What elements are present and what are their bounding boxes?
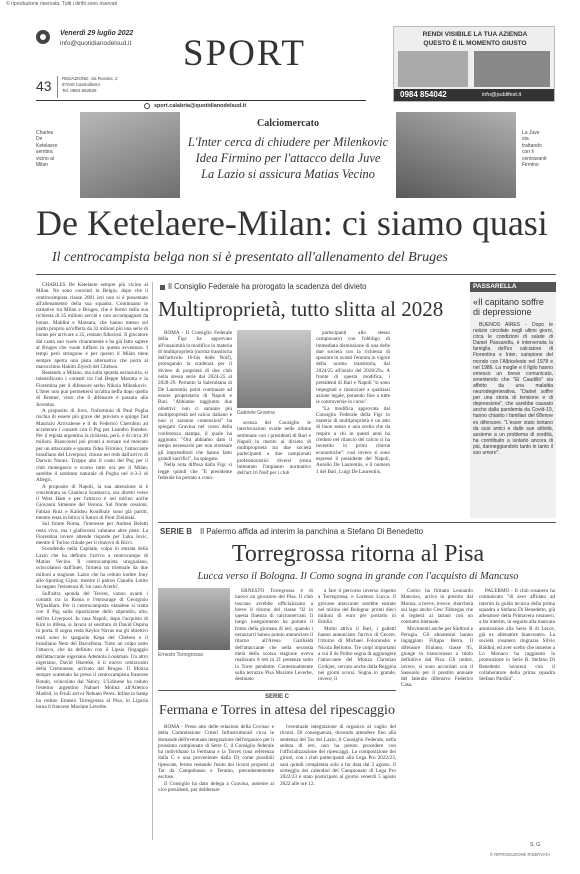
photo-caption-gravina: Gabriele Gravina [237,410,275,416]
multiproprieta-title: Multiproprietà, tutto slitta al 2028 [158,297,444,321]
seriec-col2: l'eventuale integrazione di organico al vaglio del ricorsi. Di conseguenza, dovendo attendere fino alla sentenza del Tar del Lazio, il Consiglio Federale, nella seduta di ieri, non ha potuto procedere con l'ufficializzazione dei ripescaggi. La composizione dei gironi, con i club partecipanti alla Lega Pro 2022/23, sarà quindi completata solo a far data dal 2 agosto. Il sorteggio dei calendari del Campionato di Lega Pro 2022/23 è stato posticipato al giorno venerdì 5 agosto 2022 alle ore 12. [280,724,396,787]
masthead-email[interactable]: info@quotidianodelsud.it [60,40,132,47]
main-subtitle: Il centrocampista belga non si è presentato all'allenamento del Bruges [52,250,448,265]
passarella-body: BUENOS AIRES - Dopo le notizie circolate negli ultimi giorni, circa le condizioni di salute di Daniel Passarella, è intervenuta la famiglia dell'ex calciatore di Fiorentina e Inter, campione del mondo con l'Albiceleste nel 1978 e nel 1986. La moglie e il figlio hanno emesso un breve comunicato, smentendo che "El Caudillo" sia affetto da una malattia neurodegenerativa. "Daniel soffre per una storia di tensione e di depressione", che sarebbe causato anche dalla pandemia da Covid-19, hanno chiarito i familiari del 68enne ex difensore. "L'esser stato lontano da suoi amici e dalle sue attività, assieme a un problema di sordità, ha contribuito a isolarlo ancora di più, danneggiandolo tanto in tanto il suo umore". [473,322,553,456]
page-number: 43 [36,78,52,94]
ad-line1: RENDI VISIBILE LA TUA AZIENDA [422,31,528,38]
main-article: CHARLES De Ketelaere sempre più vicino al Milan. Ne sono convinti in Belgio, dopo che il centrocampista classe 2001 ieri non si è presentato all'allenamento della sua squadra. Continuano le trattative tra Milan e Bruges, che è fermo nella sua richiesta di 35 milioni secchi e non accompagnati da bonus. Maldini e Massara, che hanno messo sul piatto proprio un'offerta da 32 milioni più una serie di bonus per arrivare a 35, restano fiduciosi. Il giocatore dal canto suo vuole chiaramente e ha già fatto sapere al Bruges che vuole tuffarsi in questa avventura. I tempi però stringono e per questo il Milan tiene sempre aperta una pista alternativa che porta al marocchino Hakim Ziyech del Chelsea. Restando a Milano, ma sulla sponda nerazzurra, si intensificano i contatti tra l'ad Beppe Marotta e la Fiorentina per il difensore serbo Nikola Milenkovic. L'Inter non può permettersi un'altra beffa dopo quella di Bremer, visto che il difensore è passato alla Juventus. A proposito di Juve, l'infortunio di Paul Pogba rischia di essere più grave del previsto e spinge l'ad Maurizio Arrivabene e il ds Federico Cherubini ad accelerare i contatti con il Psg per Leandro Paredes. Per il regista argentino la richiesta, però, è di circa 30 milioni. Bianconeri poi pronti a tornare sul mercato per un attaccante e spunta l'idea Firmino, l'attaccante brasiliano del Liverpool, chiuso nei reds dall'arrivo di Darwin Nunez. Troppo alto il costo del Psg per il club monegasco e scarso tutto ora per il Milan, sarebbe il sostituto naturale di Pogba nel 4-3-3 di Allegri. A proposito di Napoli, la sua attenzione si è concentrata su Gianluca Scamacca, ora diretto verso il West Ham e per l'attacco è nel mirino anche Giovanni Simeone del Verona. Sul fronte cessioni, Fabian Ruiz e Kalidou Koulibaly sono già partiti, mentre resta in bilico il futuro di Piotr Zielinski. Sul fronte Roma, l'interesse per Andrea Belotti resta vivo, ma i giallorossi valutano altre piste. La Fiorentina invece attende risposte per Luka Jovic, mentre il Torino chiude per il rinnovo di Ricci. Scendendo nella Capitale, colpo in entrata della Lazio che ha definito l'arrivo a centrocampo di Matias Vecino. Il centrocampista uruguaiano, svincolatosi dall'Inter, firmerà un triennale da due milioni a stagione. Lazio che ha ceduto inoltre Jony allo Sporting Gijon, mentre il patron Claudio Lotito ha negato l'esistenza di 'un caso Acerbi'. Sull'altra sponda del Tevere, vanno avanti i contatti tra la Roma e l'entourage di Georginio Wijnaldum. Per il centrocampista olandese si tratta con il Psg sulla ripartizione dello stipendio, alto, dell'ex Liverpool. In casa Napoli, dopo l'acquisto di Kim in difesa, si lavora al sostituto di David Ospina in porta. Il sogno resta Keylor Navas ma gli obiettivi reali sono lo spagnolo Kepa del Chelsea e il brasiliano Neto del Barcellona. Tutto un colpo sotto l'attacco, che ha definito con il Lipsia l'ingaggio dell'attaccante nigeriano Ademola Lookman. Un altro nigeriano, David Okereke, è il nuovo centravanti della Cremonese, arrivato dal Bruges. Il Monza sempre scatenato ha preso il centrocampista francese Bondo, svincolato dal Nancy. L'Udinese ha ceduto l'esterno argentino Nahuel Molina all'Atletico Madrid, in Friuli arriva Nehuen Perez. Infine la Samp ha ceduto Ernesto Torregrossa al Pisa, in Liguria torna il francese Maxime Leverbe. [36,282,148,710]
calciomercato-headlines: L'Inter cerca di chiudere per Milenkovic Idea Firmino per l'attacco della Juve La Lazio si assicura Matias Vecino [187,135,389,181]
masthead [0,20,580,108]
passarella-quote: «Il capitano soffre di depressione [473,297,544,317]
serieb-col2: a fare il percorso inverso rispetto a Torregrossa, e Lorenzo Lucca. Il giovane attaccante sarebbe entrato nel mirino del Bologna: pronti dieci milioni di euro per portarlo in Emilia. Molto attivo il Bari, i galletti hanno annunciato l'arrivo di Cecere, l'ritorno di Michael Folorunsho e Nicola Bellomo. Tre colpi importanti a cui il ds Polito sogna di aggiungere l'attaccante del Monza Christian Gytkjær, cercato anche dalla Reggina nei giorni scorsi. Sogna in grande, invece, il [318,588,396,683]
ad-banner[interactable] [393,26,555,102]
square-marker-icon [160,285,165,290]
main-title: De Ketelaere-Milan: ci siamo quasi [36,203,548,243]
footer-rights: © RIPRODUZIONE RISERVATA [490,852,551,857]
passarella-kicker: PASSARELLA [470,282,556,292]
serieb-label: SERIE B [160,527,193,536]
ad-line2: QUESTO È IL MOMENTO GIUSTO [423,40,527,47]
passarella-box [470,282,556,518]
sport-email[interactable]: sport.calabria@quotidianodelsud.it [154,103,247,109]
multiproprieta-col1: ROMA - Il Consiglio Federale della Figc ha approvato all'unanimità la modifica in materia di multiproprietà (norma transitoria dell'articolo 16-bis delle Noif), prorogando la scadenza per il divieto di proprietà di due club nella stessa serie dal 2024-25 al 2028-29. Pertanto la Salernitana di De Laurentiis potrà continuare ad essere proprietario di Napoli e Bari. "Abbiamo raggiunto due obiettivi: non ci saranno più multiproprietà nel calcio italiano e non ci saranno contenziosi" ha spiegato Gravina nel corso della conferenza stampa, il quale ha aggiunto: "Ora abbiamo dato il tempo necessario per non stressare gli imprenditori che hanno fatto grandi sacrifici", ha spiegato. Nella nota diffusa dalla Figc si legge quindi che "Il presidente federale ha portato a cono- [158,330,232,481]
photo-gravina [237,330,311,408]
calciomercato-kicker: Calciomercato [256,118,319,129]
masthead-date: Venerdì 29 luglio 2022 [60,30,134,37]
redazione: REDAZIONE: via Rossini, 2 87040 Castrolibero Tel. 0984 852828 [62,76,118,93]
logo-q-icon-inner [40,34,46,40]
ad-logo [474,51,550,87]
photo-torregrossa [158,588,230,650]
ad-photo [398,51,468,87]
photo-de-ketelaere [80,112,180,198]
serieb-title: Torregrossa ritorna al Pisa [231,541,485,567]
signature: S. G. [530,842,542,848]
caption-right: La Juve sta trattando con il centravanti Firmino [522,130,547,169]
seriec-title: Fermana e Torres in attesa del ripescaggio [159,703,395,718]
caption-left: Charles De Ketelaere sembra vicino al Milan [36,130,58,169]
section-title: SPORT [183,33,306,74]
ad-phone: 0984 854042 [400,90,447,99]
seriec-col1: ROMA - Preso atto delle relazioni della Covisoc e della Commissione Criteri Infrastrutturali circa le domande dell'eventuale integrazione dell'organico per il prossimo campionato di Serie C, il Consiglio federale ha individuato la Fermana e la Torres (una referenza dalla C e una proveniente dalla D) come possibili ripescate, fermo restando l'esito dei ricorsi proposti al Tar da Campobasso e Teramo, precedentemente escluse. Il Consiglio ha dato delega a Gravina, assieme ai vice presidenti, per deliberare [158,724,274,793]
multiproprieta-col2: scenza del Consiglio le interlocuzioni svolte nelle ultime settimane con i presidenti di Bari e Napoli in merito al divieto di multiproprietà tra due società partecipanti a due campionati professionistici diversi (resta immutato l'impianto normativo dell'art.16 Noif per i club [237,420,311,477]
serieb-subtitle: Lucca verso il Bologna. Il Como sogna in grande con l'acquisto di Mancuso [197,571,519,582]
ad-email: info@publifest.it [482,92,522,98]
multiproprieta-col3: partecipanti allo stesso campionato) con l'obbligo di immediata dismissione di una delle due società con la richiesta di spostare in avanti l'entrata in vigore della norma transitoria, dal 2024/25 all'inizio del 2028/29». A fronte di questa modifica, i presidenti di Bari e Napoli "si sono impegnati a rinunciare a qualsiasi azione legale, ponendo fine a tutte le controversie in corso". "La modifica approvata dal Consiglio Federale della Figc in materia di multiproprietà è un atto di buon senso e una scelta che da respiro a chi in questi anni ha creduto nel rilancio del calcio ci ha investito in primi ritorne economiche": così invece si sono espressi il presidente del Napoli, Aurelio De Laurentiis, e il numero 1 del Bari, Luigi De Laurentiis. [316,330,390,475]
photo-firmino [396,112,516,198]
globe-icon [144,103,150,109]
disclaimer: © riproduzione riservata. Tutti i diritti sono riservati [6,1,117,7]
multiproprieta-kicker: Il Consiglio Federale ha prorogato la scadenza del divieto [168,282,367,291]
serieb-col3: Como: ha firmato Leonardo Mancuso, arriva in prestito dal Monza, a breve, invece, sbarcherà sul lago anche Cesc Fàbregas che si legherà ai lariani con un contratto biennale. Movimenti anche per Südtirol e Perugia. Gli altoatesini hanno ingaggiato Filippo Berra. Il difensore friulano, classe 95, giunge in biancorosso a titolo definitivo dal Pisa. Gli umbri, invece, si sono accordati con il Sassuolo per il prestito annuale del laterale difensivo Federico Casa. PALERMO - Il club rosanero ha comunicato "di aver affidato ad interim la guida tecnica della prima squadra a Stefano Di Benedetto, già allenatore della Primavera rosanero, a far interim, in seguito alla mancata ammissione alla Serie B di Lecce, già ex allenatore bianconero. La società rosanero ringrazia Silvio Baldini, ed aver scelto che insieme a Lo Monaco ha raggiunto la promozione in Serie B. Stefano Di Benedetto lavorerà con il collaboratore della prima squadra Stefano Pardini". [401,588,555,689]
photo-caption-torregrossa: Ernesto Torregrossa [158,652,203,658]
serieb-kicker: Il Palermo affida ad interim la panchina a Stefano Di Benedetto [200,527,424,536]
seriec-kicker: SERIE C [264,694,289,700]
serieb-col1: ERNESTO Torregrossa è di nuovo un giocatore del Pisa. Il club toscano avrebbe ufficializzato a breve il ritorno del classe '92 in questa finestra di calciomercato. Il lungo inseguimento ha portato il frutto della giornata di ieri, quando i nerazzurri hanno potuto annunciare il ritorno all'Arena Garibaldi dell'attaccante che nella seconda metà della scorsa stagione aveva realizzato 8 reti in 21 presenze sotto la Torre pendente. Contestualmente sulla terrazzo Pisa Maxime Leverbe, destinato [235,588,313,683]
